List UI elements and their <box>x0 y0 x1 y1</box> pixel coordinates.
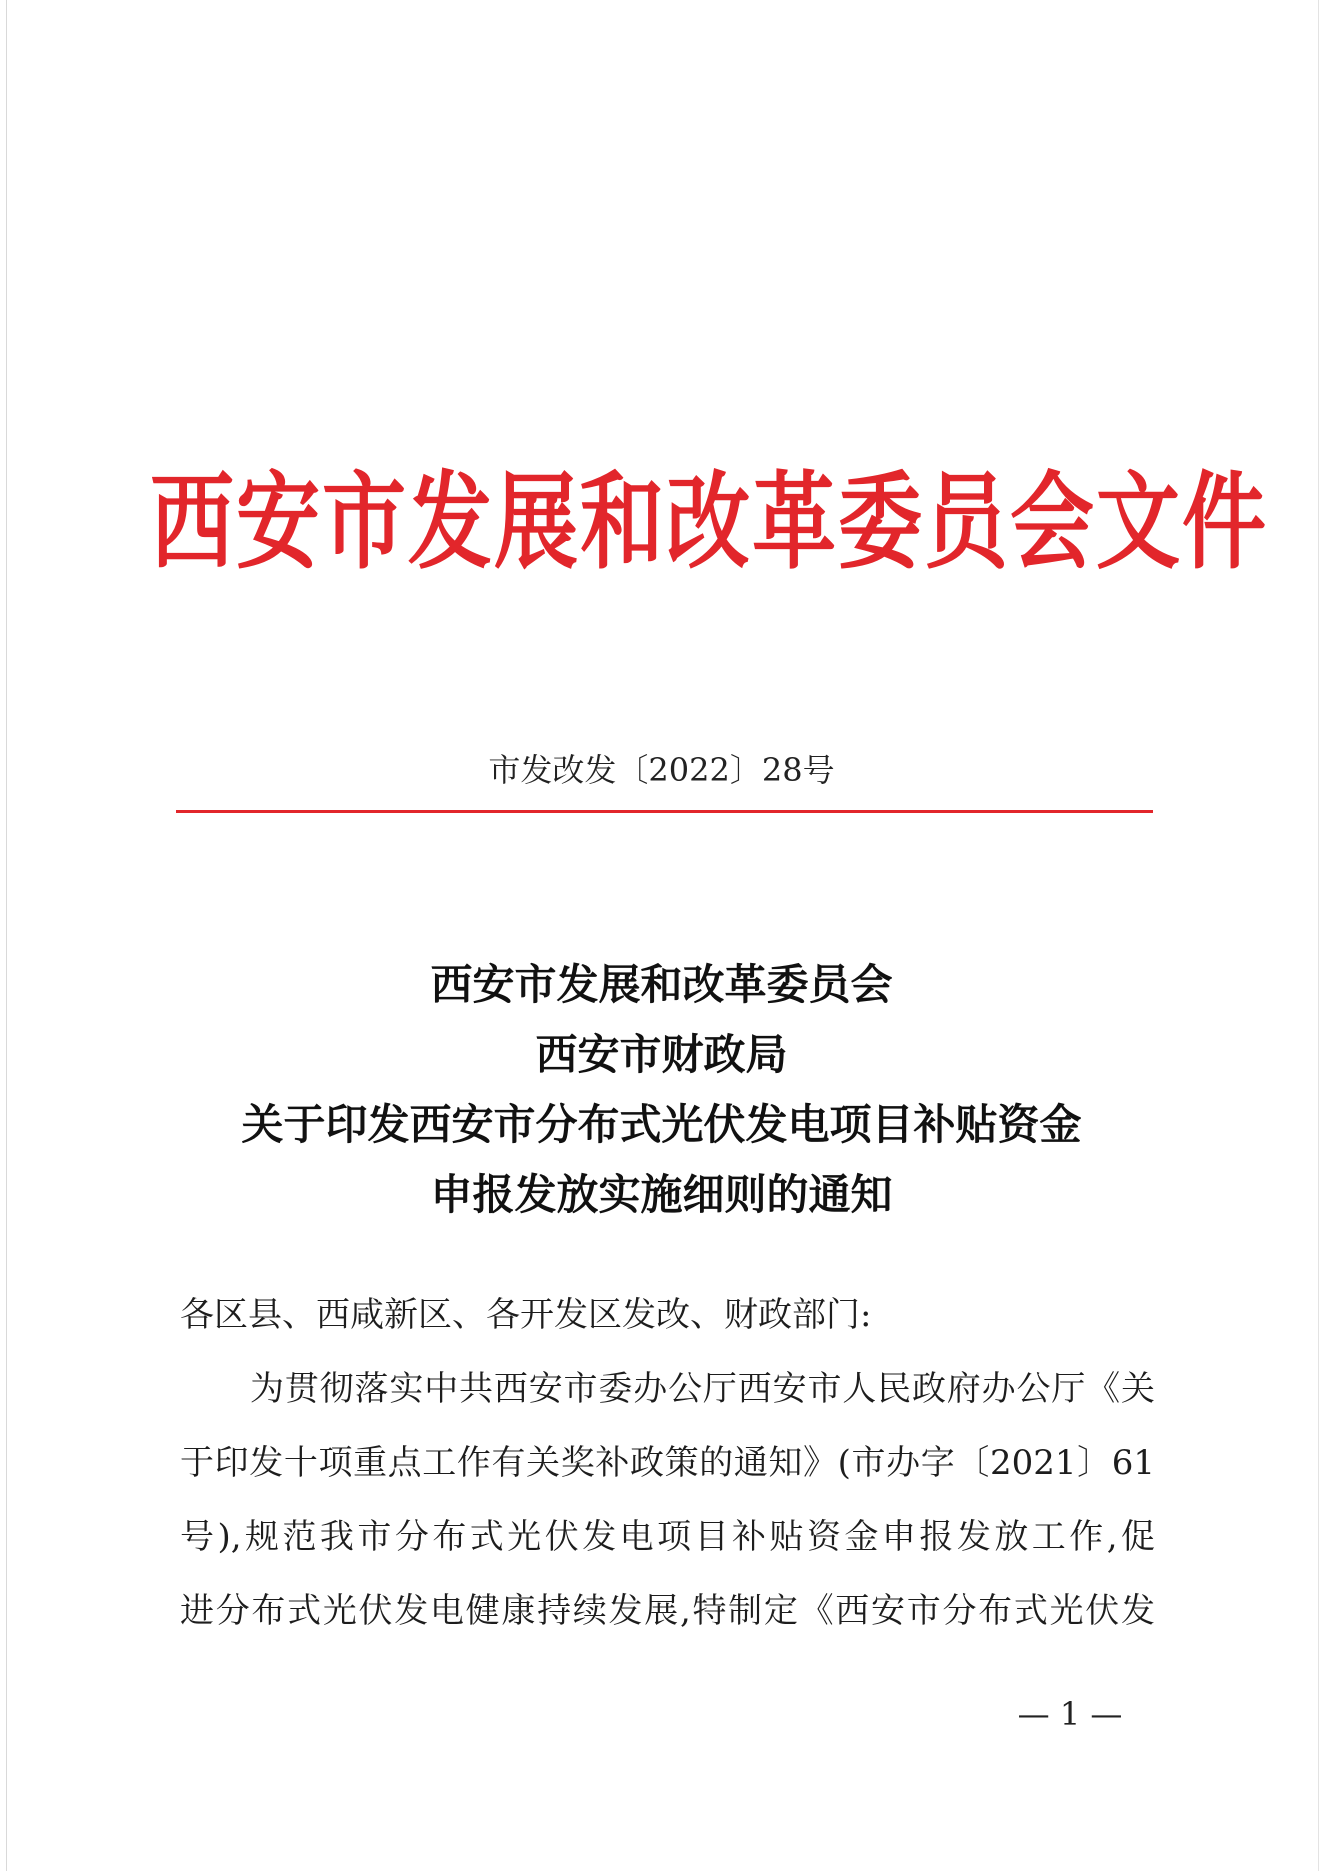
paragraph-line: 号),规范我市分布式光伏发电项目补贴资金申报发放工作,促 <box>180 1517 1155 1557</box>
page-edge-left <box>6 0 7 1871</box>
title-line: 关于印发西安市分布式光伏发电项目补贴资金 <box>241 1100 1082 1149</box>
addressee-line: 各区县、西咸新区、各开发区发改、财政部门: <box>180 1295 872 1335</box>
title-line: 申报发放实施细则的通知 <box>430 1170 893 1219</box>
page-edge-right <box>1318 0 1319 1871</box>
paragraph-line: 为贯彻落实中共西安市委办公厅西安市人民政府办公厅《关 <box>250 1369 1155 1409</box>
title-line: 西安市财政局 <box>535 1030 788 1079</box>
page-number: — 1 — <box>1017 1695 1123 1733</box>
document-body <box>180 1278 1155 1648</box>
document-title <box>150 950 1173 1230</box>
document-number: 市发改发〔2022〕28号 <box>488 751 835 789</box>
paragraph-line: 进分布式光伏发电健康持续发展,特制定《西安市分布式光伏发 <box>180 1591 1155 1631</box>
paragraph-line: 于印发十项重点工作有关奖补政策的通知》(市办字〔2021〕61 <box>180 1443 1155 1483</box>
title-line: 西安市发展和改革委员会 <box>430 960 893 1009</box>
red-divider-line <box>176 810 1153 813</box>
document-issuer-header: 西安市发展和改革委员会文件 <box>150 460 1269 584</box>
